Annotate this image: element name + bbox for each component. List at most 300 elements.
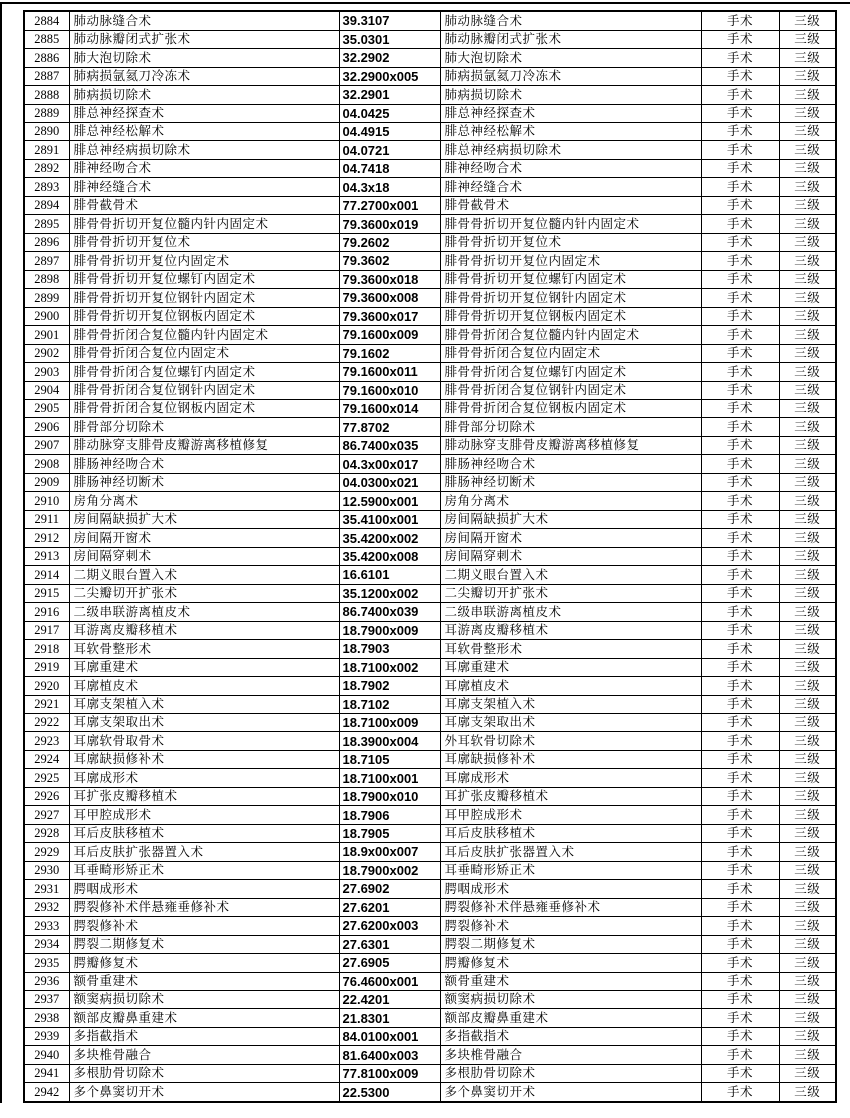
category-cell: 手术 (701, 381, 779, 399)
level-cell: 三级 (779, 270, 836, 288)
table-row (24, 363, 836, 381)
row-number-cell: 2901 (24, 326, 69, 344)
category-cell: 手术 (701, 455, 779, 473)
row-number-cell: 2905 (24, 400, 69, 418)
level-cell: 三级 (779, 991, 836, 1009)
procedure-code-cell: 35.4100x001 (339, 510, 440, 528)
row-number-cell: 2928 (24, 824, 69, 842)
procedure-name-cell: 腓骨骨折闭合复位内固定术 (69, 344, 339, 362)
row-number-cell: 2892 (24, 159, 69, 177)
procedure-code-cell: 04.7418 (339, 159, 440, 177)
procedure-code-cell: 79.2602 (339, 233, 440, 251)
procedure-name-repeat-cell: 二期义眼台置入术 (440, 566, 701, 584)
procedure-name-repeat-cell: 耳甲腔成形术 (440, 806, 701, 824)
procedure-code-cell: 35.1200x002 (339, 584, 440, 602)
table-row (24, 917, 836, 935)
procedure-code-cell: 84.0100x001 (339, 1027, 440, 1045)
procedure-name-cell: 肺动脉缝合术 (69, 11, 339, 30)
level-cell: 三级 (779, 935, 836, 953)
category-cell: 手术 (701, 1009, 779, 1027)
category-cell: 手术 (701, 510, 779, 528)
procedure-name-cell: 房角分离术 (69, 492, 339, 510)
category-cell: 手术 (701, 289, 779, 307)
level-cell: 三级 (779, 122, 836, 140)
category-cell: 手术 (701, 400, 779, 418)
procedure-name-repeat-cell: 多块椎骨融合 (440, 1046, 701, 1064)
table-row (24, 750, 836, 768)
table-row (24, 677, 836, 695)
level-cell: 三级 (779, 418, 836, 436)
procedure-code-cell: 86.7400x039 (339, 603, 440, 621)
level-cell: 三级 (779, 898, 836, 916)
level-cell: 三级 (779, 289, 836, 307)
level-cell: 三级 (779, 473, 836, 491)
procedure-code-cell: 21.8301 (339, 1009, 440, 1027)
table-row (24, 547, 836, 565)
category-cell: 手术 (701, 658, 779, 676)
category-cell: 手术 (701, 935, 779, 953)
level-cell: 三级 (779, 436, 836, 454)
procedure-name-repeat-cell: 肺病损切除术 (440, 86, 701, 104)
table-row (24, 233, 836, 251)
procedure-code-cell: 27.6905 (339, 954, 440, 972)
table-row (24, 861, 836, 879)
table-row (24, 159, 836, 177)
category-cell: 手术 (701, 640, 779, 658)
procedure-code-cell: 35.0301 (339, 30, 440, 48)
procedure-code-cell: 79.3602 (339, 252, 440, 270)
procedure-code-cell: 32.2900x005 (339, 67, 440, 85)
table-row (24, 400, 836, 418)
category-cell: 手术 (701, 67, 779, 85)
row-number-cell: 2889 (24, 104, 69, 122)
procedure-name-cell: 腓骨骨折切开复位内固定术 (69, 252, 339, 270)
row-number-cell: 2919 (24, 658, 69, 676)
procedure-name-cell: 腓肠神经切断术 (69, 473, 339, 491)
procedure-name-repeat-cell: 腓神经缝合术 (440, 178, 701, 196)
procedure-name-repeat-cell: 额骨重建术 (440, 972, 701, 990)
table-row (24, 11, 836, 30)
procedure-name-cell: 耳游离皮瓣移植术 (69, 621, 339, 639)
row-number-cell: 2910 (24, 492, 69, 510)
row-number-cell: 2904 (24, 381, 69, 399)
procedure-name-cell: 额部皮瓣鼻重建术 (69, 1009, 339, 1027)
procedure-name-cell: 耳后皮肤扩张器置入术 (69, 843, 339, 861)
procedure-name-cell: 肺病损氩氦刀冷冻术 (69, 67, 339, 85)
procedure-name-repeat-cell: 多个鼻窦切开术 (440, 1083, 701, 1102)
procedure-name-cell: 腓总神经探查术 (69, 104, 339, 122)
category-cell: 手术 (701, 843, 779, 861)
table-row (24, 529, 836, 547)
row-number-cell: 2941 (24, 1064, 69, 1082)
table-row (24, 954, 836, 972)
table-row (24, 806, 836, 824)
procedure-name-repeat-cell: 耳游离皮瓣移植术 (440, 621, 701, 639)
procedure-name-repeat-cell: 耳廓支架取出术 (440, 713, 701, 731)
procedure-code-cell: 22.5300 (339, 1083, 440, 1102)
level-cell: 三级 (779, 11, 836, 30)
table-row (24, 880, 836, 898)
category-cell: 手术 (701, 344, 779, 362)
category-cell: 手术 (701, 972, 779, 990)
procedure-name-repeat-cell: 肺动脉瓣闭式扩张术 (440, 30, 701, 48)
procedure-code-cell: 79.1600x009 (339, 326, 440, 344)
table-row (24, 566, 836, 584)
row-number-cell: 2902 (24, 344, 69, 362)
procedure-name-cell: 腓骨骨折切开复位钢针内固定术 (69, 289, 339, 307)
procedure-name-repeat-cell: 耳垂畸形矫正术 (440, 861, 701, 879)
procedure-table (23, 10, 837, 1103)
procedure-code-cell: 76.4600x001 (339, 972, 440, 990)
procedure-name-repeat-cell: 多根肋骨切除术 (440, 1064, 701, 1082)
procedure-name-repeat-cell: 耳软骨整形术 (440, 640, 701, 658)
table-row (24, 732, 836, 750)
procedure-name-repeat-cell: 腭瓣修复术 (440, 954, 701, 972)
level-cell: 三级 (779, 86, 836, 104)
table-row (24, 843, 836, 861)
table-row (24, 695, 836, 713)
procedure-name-repeat-cell: 肺动脉缝合术 (440, 11, 701, 30)
procedure-code-cell: 18.7100x001 (339, 769, 440, 787)
row-number-cell: 2900 (24, 307, 69, 325)
procedure-code-cell: 18.3900x004 (339, 732, 440, 750)
table-row (24, 713, 836, 731)
procedure-name-repeat-cell: 腓肠神经切断术 (440, 473, 701, 491)
procedure-code-cell: 18.7900x010 (339, 787, 440, 805)
row-number-cell: 2931 (24, 880, 69, 898)
procedure-name-cell: 耳后皮肤移植术 (69, 824, 339, 842)
procedure-name-repeat-cell: 肺病损氩氦刀冷冻术 (440, 67, 701, 85)
procedure-name-cell: 耳廓支架取出术 (69, 713, 339, 731)
procedure-code-cell: 27.6200x003 (339, 917, 440, 935)
procedure-name-cell: 腓肠神经吻合术 (69, 455, 339, 473)
procedure-name-repeat-cell: 耳廓重建术 (440, 658, 701, 676)
table-row (24, 30, 836, 48)
procedure-name-cell: 腭裂二期修复术 (69, 935, 339, 953)
category-cell: 手术 (701, 529, 779, 547)
category-cell: 手术 (701, 991, 779, 1009)
procedure-name-cell: 额窦病损切除术 (69, 991, 339, 1009)
level-cell: 三级 (779, 49, 836, 67)
category-cell: 手术 (701, 178, 779, 196)
table-row (24, 1027, 836, 1045)
row-number-cell: 2921 (24, 695, 69, 713)
category-cell: 手术 (701, 122, 779, 140)
procedure-name-repeat-cell: 房角分离术 (440, 492, 701, 510)
procedure-name-repeat-cell: 腓骨骨折切开复位术 (440, 233, 701, 251)
procedure-code-cell: 81.6400x003 (339, 1046, 440, 1064)
procedure-name-cell: 腭咽成形术 (69, 880, 339, 898)
row-number-cell: 2924 (24, 750, 69, 768)
table-row (24, 455, 836, 473)
row-number-cell: 2942 (24, 1083, 69, 1102)
level-cell: 三级 (779, 529, 836, 547)
table-row (24, 104, 836, 122)
row-number-cell: 2927 (24, 806, 69, 824)
procedure-name-repeat-cell: 肺大泡切除术 (440, 49, 701, 67)
table-row (24, 381, 836, 399)
table-row (24, 769, 836, 787)
category-cell: 手术 (701, 880, 779, 898)
table-row (24, 1083, 836, 1102)
procedure-name-repeat-cell: 腓总神经松解术 (440, 122, 701, 140)
procedure-code-cell: 18.7900x009 (339, 621, 440, 639)
procedure-name-cell: 二期义眼台置入术 (69, 566, 339, 584)
table-row (24, 86, 836, 104)
procedure-code-cell: 18.7100x002 (339, 658, 440, 676)
level-cell: 三级 (779, 584, 836, 602)
category-cell: 手术 (701, 603, 779, 621)
table-row (24, 603, 836, 621)
procedure-name-cell: 腓骨骨折闭合复位髓内针内固定术 (69, 326, 339, 344)
procedure-code-cell: 04.4915 (339, 122, 440, 140)
row-number-cell: 2894 (24, 196, 69, 214)
table-row (24, 436, 836, 454)
category-cell: 手术 (701, 861, 779, 879)
procedure-name-cell: 多块椎骨融合 (69, 1046, 339, 1064)
row-number-cell: 2884 (24, 11, 69, 30)
level-cell: 三级 (779, 750, 836, 768)
procedure-name-repeat-cell: 腓骨骨折切开复位钢针内固定术 (440, 289, 701, 307)
row-number-cell: 2888 (24, 86, 69, 104)
procedure-name-cell: 肺动脉瓣闭式扩张术 (69, 30, 339, 48)
procedure-code-cell: 79.3600x019 (339, 215, 440, 233)
procedure-name-cell: 腓骨骨折闭合复位螺钉内固定术 (69, 363, 339, 381)
level-cell: 三级 (779, 640, 836, 658)
procedure-name-cell: 二尖瓣切开扩张术 (69, 584, 339, 602)
row-number-cell: 2923 (24, 732, 69, 750)
row-number-cell: 2886 (24, 49, 69, 67)
level-cell: 三级 (779, 806, 836, 824)
table-row (24, 658, 836, 676)
level-cell: 三级 (779, 603, 836, 621)
level-cell: 三级 (779, 141, 836, 159)
row-number-cell: 2891 (24, 141, 69, 159)
table-row (24, 510, 836, 528)
procedure-name-repeat-cell: 耳廓缺损修补术 (440, 750, 701, 768)
table-row (24, 584, 836, 602)
procedure-name-repeat-cell: 腓骨骨折闭合复位螺钉内固定术 (440, 363, 701, 381)
procedure-code-cell: 18.7900x002 (339, 861, 440, 879)
row-number-cell: 2893 (24, 178, 69, 196)
category-cell: 手术 (701, 49, 779, 67)
row-number-cell: 2914 (24, 566, 69, 584)
table-row (24, 326, 836, 344)
category-cell: 手术 (701, 750, 779, 768)
category-cell: 手术 (701, 104, 779, 122)
table-row (24, 824, 836, 842)
category-cell: 手术 (701, 196, 779, 214)
category-cell: 手术 (701, 1064, 779, 1082)
procedure-name-repeat-cell: 外耳软骨切除术 (440, 732, 701, 750)
procedure-code-cell: 79.3600x018 (339, 270, 440, 288)
table-row (24, 196, 836, 214)
procedure-code-cell: 35.4200x002 (339, 529, 440, 547)
category-cell: 手术 (701, 713, 779, 731)
procedure-name-cell: 耳软骨整形术 (69, 640, 339, 658)
procedure-code-cell: 12.5900x001 (339, 492, 440, 510)
procedure-code-cell: 18.9x00x007 (339, 843, 440, 861)
procedure-name-repeat-cell: 额窦病损切除术 (440, 991, 701, 1009)
row-number-cell: 2887 (24, 67, 69, 85)
category-cell: 手术 (701, 898, 779, 916)
category-cell: 手术 (701, 1046, 779, 1064)
procedure-name-repeat-cell: 腓骨部分切除术 (440, 418, 701, 436)
row-number-cell: 2896 (24, 233, 69, 251)
level-cell: 三级 (779, 1027, 836, 1045)
procedure-name-cell: 腭裂修补术伴悬雍垂修补术 (69, 898, 339, 916)
procedure-name-repeat-cell: 腓骨骨折闭合复位髓内针内固定术 (440, 326, 701, 344)
row-number-cell: 2937 (24, 991, 69, 1009)
level-cell: 三级 (779, 547, 836, 565)
category-cell: 手术 (701, 30, 779, 48)
category-cell: 手术 (701, 326, 779, 344)
procedure-name-cell: 肺大泡切除术 (69, 49, 339, 67)
category-cell: 手术 (701, 363, 779, 381)
procedure-code-cell: 16.6101 (339, 566, 440, 584)
level-cell: 三级 (779, 326, 836, 344)
procedure-name-cell: 腓总神经松解术 (69, 122, 339, 140)
procedure-name-repeat-cell: 腓骨骨折切开复位内固定术 (440, 252, 701, 270)
procedure-name-cell: 房间隔缺损扩大术 (69, 510, 339, 528)
table-row (24, 418, 836, 436)
level-cell: 三级 (779, 363, 836, 381)
procedure-name-repeat-cell: 房间隔缺损扩大术 (440, 510, 701, 528)
procedure-name-repeat-cell: 耳后皮肤移植术 (440, 824, 701, 842)
procedure-code-cell: 27.6201 (339, 898, 440, 916)
procedure-name-repeat-cell: 耳扩张皮瓣移植术 (440, 787, 701, 805)
category-cell: 手术 (701, 252, 779, 270)
procedure-name-cell: 耳垂畸形矫正术 (69, 861, 339, 879)
category-cell: 手术 (701, 159, 779, 177)
procedure-name-cell: 耳廓成形术 (69, 769, 339, 787)
procedure-code-cell: 04.0300x021 (339, 473, 440, 491)
procedure-code-cell: 32.2901 (339, 86, 440, 104)
level-cell: 三级 (779, 695, 836, 713)
level-cell: 三级 (779, 510, 836, 528)
procedure-code-cell: 79.1602 (339, 344, 440, 362)
level-cell: 三级 (779, 215, 836, 233)
procedure-code-cell: 79.1600x014 (339, 400, 440, 418)
level-cell: 三级 (779, 1064, 836, 1082)
row-number-cell: 2925 (24, 769, 69, 787)
procedure-table-body (24, 11, 836, 1102)
category-cell: 手术 (701, 1083, 779, 1102)
row-number-cell: 2930 (24, 861, 69, 879)
category-cell: 手术 (701, 732, 779, 750)
procedure-code-cell: 18.7902 (339, 677, 440, 695)
procedure-name-repeat-cell: 腓神经吻合术 (440, 159, 701, 177)
procedure-name-cell: 多指截指术 (69, 1027, 339, 1045)
category-cell: 手术 (701, 621, 779, 639)
procedure-name-cell: 腓骨骨折切开复位钢板内固定术 (69, 307, 339, 325)
level-cell: 三级 (779, 400, 836, 418)
row-number-cell: 2911 (24, 510, 69, 528)
procedure-name-cell: 二级串联游离植皮术 (69, 603, 339, 621)
procedure-code-cell: 18.7906 (339, 806, 440, 824)
procedure-code-cell: 18.7105 (339, 750, 440, 768)
category-cell: 手术 (701, 492, 779, 510)
row-number-cell: 2908 (24, 455, 69, 473)
category-cell: 手术 (701, 307, 779, 325)
category-cell: 手术 (701, 584, 779, 602)
row-number-cell: 2913 (24, 547, 69, 565)
table-row (24, 215, 836, 233)
level-cell: 三级 (779, 861, 836, 879)
procedure-code-cell: 86.7400x035 (339, 436, 440, 454)
procedure-name-repeat-cell: 腓骨骨折切开复位髓内针内固定术 (440, 215, 701, 233)
procedure-name-repeat-cell: 腭裂修补术伴悬雍垂修补术 (440, 898, 701, 916)
category-cell: 手术 (701, 1027, 779, 1045)
procedure-name-repeat-cell: 腭裂修补术 (440, 917, 701, 935)
row-number-cell: 2935 (24, 954, 69, 972)
procedure-name-repeat-cell: 耳廓植皮术 (440, 677, 701, 695)
row-number-cell: 2940 (24, 1046, 69, 1064)
category-cell: 手术 (701, 141, 779, 159)
procedure-code-cell: 27.6902 (339, 880, 440, 898)
row-number-cell: 2917 (24, 621, 69, 639)
procedure-name-cell: 耳廓重建术 (69, 658, 339, 676)
procedure-name-repeat-cell: 多指截指术 (440, 1027, 701, 1045)
category-cell: 手术 (701, 436, 779, 454)
procedure-name-cell: 腓神经吻合术 (69, 159, 339, 177)
table-row (24, 492, 836, 510)
level-cell: 三级 (779, 344, 836, 362)
page-left-rule-line (0, 2, 2, 1103)
category-cell: 手术 (701, 86, 779, 104)
row-number-cell: 2898 (24, 270, 69, 288)
row-number-cell: 2938 (24, 1009, 69, 1027)
level-cell: 三级 (779, 824, 836, 842)
table-row (24, 270, 836, 288)
procedure-name-cell: 腭裂修补术 (69, 917, 339, 935)
procedure-code-cell: 04.3x00x017 (339, 455, 440, 473)
category-cell: 手术 (701, 677, 779, 695)
procedure-name-cell: 腓骨骨折闭合复位钢针内固定术 (69, 381, 339, 399)
table-row (24, 898, 836, 916)
level-cell: 三级 (779, 307, 836, 325)
procedure-name-cell: 多根肋骨切除术 (69, 1064, 339, 1082)
procedure-name-repeat-cell: 腭裂二期修复术 (440, 935, 701, 953)
level-cell: 三级 (779, 769, 836, 787)
row-number-cell: 2926 (24, 787, 69, 805)
procedure-name-cell: 腓骨截骨术 (69, 196, 339, 214)
level-cell: 三级 (779, 658, 836, 676)
table-row (24, 122, 836, 140)
table-row (24, 344, 836, 362)
level-cell: 三级 (779, 381, 836, 399)
level-cell: 三级 (779, 1009, 836, 1027)
procedure-code-cell: 18.7905 (339, 824, 440, 842)
procedure-name-cell: 腓动脉穿支腓骨皮瓣游离移植修复 (69, 436, 339, 454)
procedure-name-repeat-cell: 腓骨骨折闭合复位钢板内固定术 (440, 400, 701, 418)
procedure-code-cell: 04.0425 (339, 104, 440, 122)
row-number-cell: 2897 (24, 252, 69, 270)
procedure-name-repeat-cell: 腓骨骨折切开复位钢板内固定术 (440, 307, 701, 325)
table-row (24, 67, 836, 85)
table-row (24, 935, 836, 953)
table-row (24, 1064, 836, 1082)
procedure-name-cell: 腓神经缝合术 (69, 178, 339, 196)
procedure-name-cell: 房间隔穿刺术 (69, 547, 339, 565)
level-cell: 三级 (779, 233, 836, 251)
table-row (24, 972, 836, 990)
category-cell: 手术 (701, 473, 779, 491)
procedure-name-cell: 额骨重建术 (69, 972, 339, 990)
level-cell: 三级 (779, 954, 836, 972)
procedure-name-cell: 耳甲腔成形术 (69, 806, 339, 824)
row-number-cell: 2936 (24, 972, 69, 990)
